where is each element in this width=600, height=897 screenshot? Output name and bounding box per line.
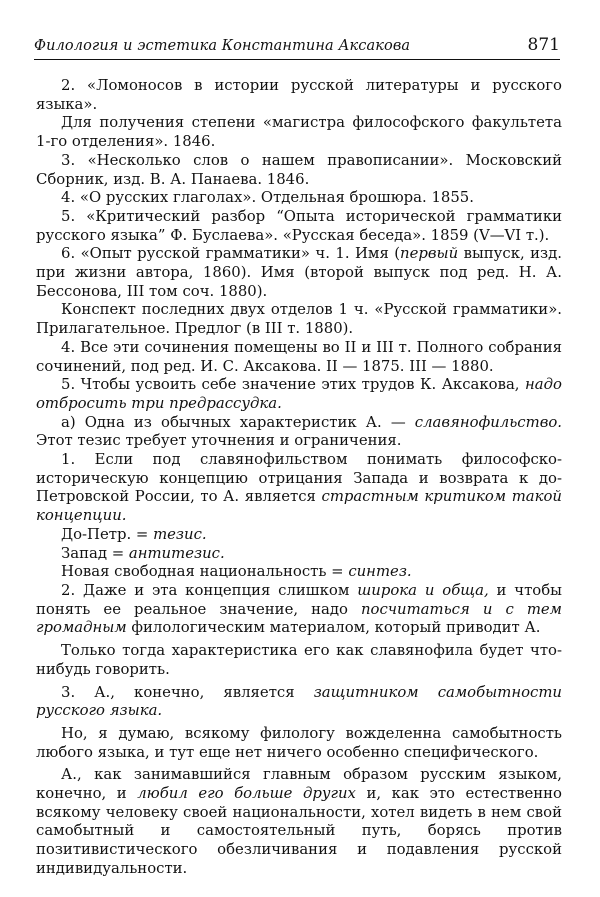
paragraph-13: Запад = антитезис. bbox=[61, 543, 225, 562]
paragraph-9: 5. Чтобы усвоить себе значение этих трудов К. Аксакова, надо отбросить три предрассудка. bbox=[36, 375, 562, 412]
page-body bbox=[36, 76, 562, 878]
paragraph-14: Новая свободная национальность = синтез. bbox=[61, 562, 412, 581]
paragraph-4: 4. «О русских глаголах». Отдельная брошюра. 1855. bbox=[61, 188, 474, 207]
paragraph-18: Но, я думаю, всякому филологу вожделенна самобытность любого языка, и тут еще нет ничего особенно специфического. bbox=[36, 723, 562, 761]
paragraph-8: 4. Все эти сочинения помещены во II и III т. Полного собрания сочинений, под ред. И. С. Аксакова. II — 1875. III — 1880. bbox=[36, 337, 562, 375]
paragraph-7: Конспект последних двух отделов 1 ч. «Русской грамматики». Прилагательное. Предлог (в III т. 1880). bbox=[36, 300, 562, 338]
paragraph-5: 5. «Критический разбор “Опыта исторической грамматики русского языка” Ф. Буслаева». «Русская беседа». 1859 (V—VI т.). bbox=[36, 206, 562, 244]
paragraph-10: а) Одна из обычных характеристик А. — славянофильство. Этот тезис требует уточнения и ограничения. bbox=[36, 412, 562, 450]
paragraph-11: 1. Если под славянофильством понимать философско-историческую концепцию отрицания Запада и возврата к до-Петровской России, то А. является страстным критиком такой концепции. bbox=[36, 450, 562, 525]
paragraph-3: 3. «Несколько слов о нашем правописании». Московский Сборник, изд. В. А. Панаева. 1846. bbox=[36, 150, 562, 188]
paragraph-19: А., как занимавшийся главным образом русским языком, конечно, и любил его больше других и, как это естественно всякому человеку своей национальности, хотел видеть в нем свой самобытный и самостоятельный путь, борясь против позитивистического обезличивания и подавления русской индивидуальности. bbox=[36, 765, 562, 877]
running-header bbox=[34, 33, 560, 60]
paragraph-12: До-Петр. = тезис. bbox=[61, 524, 207, 543]
paragraph-17: 3. А., конечно, является защитником самобытности русского языка. bbox=[36, 682, 562, 720]
paragraph-6: 6. «Опыт русской грамматики» ч. 1. Имя (первый выпуск, изд. при жизни автора, 1860). Имя (второй выпуск под ред. Н. А. Бессонова, III том соч. 1880). bbox=[36, 244, 562, 300]
paragraph-15: 2. Даже и эта концепция слишком широка и обща, и чтобы понять ее реальное значение, надо посчитаться и с тем громадным филологическим материалом, который приводит А. bbox=[36, 580, 562, 637]
paragraph-1: 2. «Ломоносов в истории русской литературы и русского языка». bbox=[36, 76, 562, 113]
page-number: 871 bbox=[527, 35, 560, 55]
paragraph-16: Только тогда характеристика его как славянофила будет что-нибудь говорить. bbox=[36, 641, 562, 678]
paragraph-2: Для получения степени «магистра философского факультета 1-го отделения». 1846. bbox=[36, 113, 562, 151]
running-title: Филология и эстетика Константина Аксакова bbox=[34, 38, 411, 54]
